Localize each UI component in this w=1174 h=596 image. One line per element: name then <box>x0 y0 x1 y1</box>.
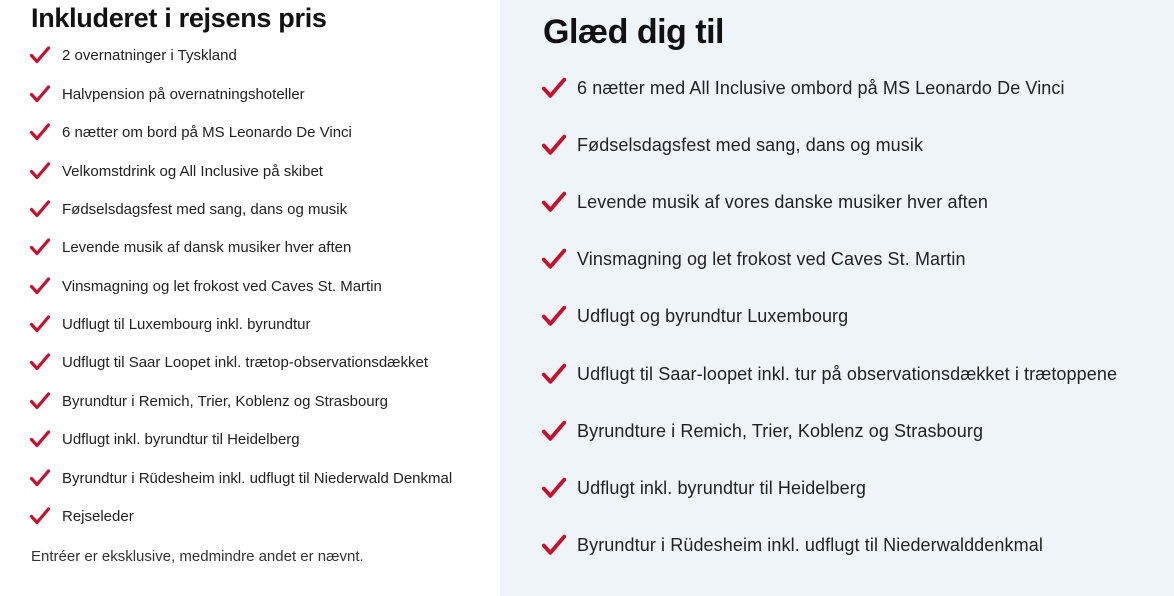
checkmark-icon <box>30 277 50 295</box>
list-item-text: Fødselsdagsfest med sang, dans og musik <box>62 200 348 218</box>
list-item-text: 6 nætter om bord på MS Leonardo De Vinci <box>62 123 352 141</box>
highlights-panel <box>500 0 1174 596</box>
included-section <box>0 0 500 596</box>
checkmark-icon <box>542 191 566 213</box>
list-item <box>30 467 452 489</box>
list-item <box>30 121 352 143</box>
checkmark-icon <box>542 305 566 327</box>
list-item-text: Byrundture i Remich, Trier, Koblenz og Strasbourg <box>577 420 984 441</box>
list-item-text: Levende musik af vores danske musiker hver aften <box>577 191 989 212</box>
list-item <box>30 428 300 450</box>
checkmark-icon <box>30 238 50 256</box>
list-item <box>30 198 347 220</box>
list-item <box>542 303 848 329</box>
list-item-text: Udflugt til Saar-loopet inkl. tur på observationsdækket i trætoppene <box>577 363 1118 384</box>
list-item <box>30 505 134 527</box>
included-title: Inkluderet i rejsens pris <box>31 3 327 33</box>
list-item <box>30 390 388 412</box>
checkmark-icon <box>30 469 50 487</box>
list-item <box>30 44 237 66</box>
list-item-text: Byrundtur i Rüdesheim inkl. udflugt til Niederwald Denkmal <box>62 469 453 487</box>
checkmark-icon <box>542 420 566 442</box>
list-item <box>30 83 305 105</box>
list-item-text: Udflugt inkl. byrundtur til Heidelberg <box>62 430 300 448</box>
checkmark-icon <box>542 534 566 556</box>
list-item-text: Halvpension på overnatningshoteller <box>62 85 305 103</box>
list-item <box>542 361 1117 387</box>
checkmark-icon <box>30 507 50 525</box>
checkmark-icon <box>30 315 50 333</box>
list-item-text: 2 overnatninger i Tyskland <box>62 46 237 64</box>
list-item-text: Fødselsdagsfest med sang, dans og musik <box>577 134 924 155</box>
checkmark-icon <box>30 200 50 218</box>
checkmark-icon <box>30 123 50 141</box>
list-item <box>542 532 1043 558</box>
list-item <box>30 313 310 335</box>
highlights-title: Glæd dig til <box>543 13 724 51</box>
list-item-text: Udflugt inkl. byrundtur til Heidelberg <box>577 477 866 498</box>
list-item-text: 6 nætter med All Inclusive ombord på MS Leonardo De Vinci <box>577 77 1065 98</box>
list-item <box>542 246 966 272</box>
list-item <box>30 160 323 182</box>
checkmark-icon <box>542 477 566 499</box>
checkmark-icon <box>542 77 566 99</box>
list-item-text: Vinsmagning og let frokost ved Caves St. Martin <box>62 277 382 295</box>
checkmark-icon <box>30 162 50 180</box>
list-item-text: Rejseleder <box>62 507 134 525</box>
exclusions-note: Entréer er eksklusive, medmindre andet er nævnt. <box>31 548 364 565</box>
list-item <box>542 189 988 215</box>
list-item-text: Levende musik af dansk musiker hver aften <box>62 238 352 256</box>
checkmark-icon <box>542 363 566 385</box>
checkmark-icon <box>30 46 50 64</box>
checkmark-icon <box>542 248 566 270</box>
list-item <box>542 132 923 158</box>
list-item-text: Udflugt og byrundtur Luxembourg <box>577 305 849 326</box>
checkmark-icon <box>30 353 50 371</box>
checkmark-icon <box>30 430 50 448</box>
checkmark-icon <box>542 134 566 156</box>
list-item <box>30 236 351 258</box>
list-item <box>30 351 428 373</box>
list-item-text: Vinsmagning og let frokost ved Caves St. Martin <box>577 248 966 269</box>
list-item-text: Velkomstdrink og All Inclusive på skibet <box>62 162 323 180</box>
list-item-text: Udflugt til Luxembourg inkl. byrundtur <box>62 315 311 333</box>
list-item-text: Udflugt til Saar Loopet inkl. trætop-observationsdækket <box>62 353 429 371</box>
list-item <box>542 418 983 444</box>
checkmark-icon <box>30 392 50 410</box>
list-item <box>542 475 866 501</box>
list-item <box>30 275 382 297</box>
list-item-text: Byrundtur i Rüdesheim inkl. udflugt til Niederwalddenkmal <box>577 534 1043 555</box>
list-item-text: Byrundtur i Remich, Trier, Koblenz og Strasbourg <box>62 392 388 410</box>
list-item <box>542 75 1065 101</box>
checkmark-icon <box>30 85 50 103</box>
